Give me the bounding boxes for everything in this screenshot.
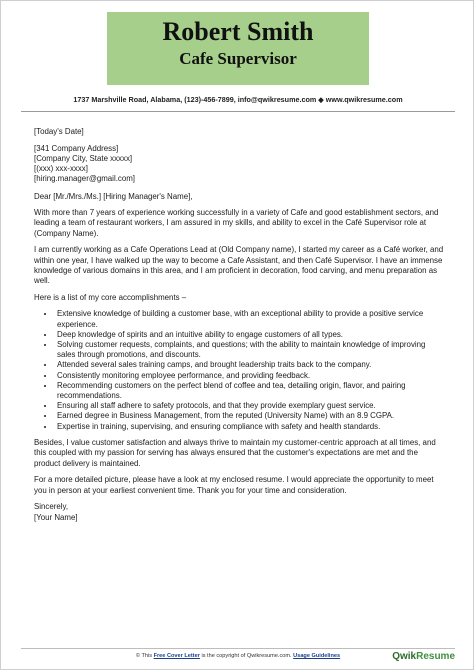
logo-text-qwik: Qwik <box>392 651 417 662</box>
signoff-name: [Your Name] <box>34 512 78 522</box>
salutation: Dear [Mr./Mrs./Ms.] [Hiring Manager's Name], <box>34 191 193 201</box>
address-line: [Company City, State xxxxx] <box>34 153 133 163</box>
paragraph-closing: For a more detailed picture, please have a look at my enclosed resume. I would appreciate the opportunity to meet you in person at your earliest convenient time. Thank you for your time and consideration. <box>34 475 434 495</box>
signoff-closing: Sincerely, <box>34 502 69 512</box>
paragraph-list-intro: Here is a list of my core accomplishments – <box>34 292 187 302</box>
accomplishments-list <box>34 309 446 431</box>
list-item: • Deep knowledge of spirits and an intuitive ability to engage customers of all types. <box>55 330 446 340</box>
qwikresume-logo <box>392 651 455 662</box>
list-item: • Earned degree in Business Management, from the reputed (University Name) with an 8.9 CGPA. <box>55 411 446 421</box>
paragraph-satisfaction: Besides, I value customer satisfaction and always thrive to maintain my customer-centric approach at all times, and this coupled with my passion for serving has always ensured that the customer's expectations are met and the product delivery is maintained. <box>34 438 436 468</box>
paragraph-experience: I am currently working as a Cafe Operations Lead at (Old Company name), I started my career as a Café worker, and within one year, I have walked up the way to become a Cafe Assistant, and then Café Supervisor. I have an immense knowledge of various domains in this area, and I am proficient in decoration, food carving, and menu preparation as well. <box>34 245 444 285</box>
usage-guidelines-link[interactable]: Usage Guidelines <box>293 653 341 659</box>
free-cover-letter-link[interactable]: Free Cover Letter <box>153 653 200 659</box>
applicant-title: Cafe Supervisor <box>179 49 297 68</box>
header-divider <box>21 111 455 112</box>
paragraph-intro: With more than 7 years of experience working successfully in a variety of Cafe and good establishment sectors, and leading a team of restaurant workers, I am assured in my skills, and ability to excel in the Café Supervisor role at (Company Name). <box>34 208 439 238</box>
address-line: [(xxx) xxx-xxxx] <box>34 164 88 174</box>
list-item: • Expertise in training, supervising, and ensuring compliance with safety and health standards. <box>55 422 446 432</box>
address-line: [hiring.manager@gmail.com] <box>34 174 135 184</box>
contact-line: 1737 Marshville Road, Alabama, (123)-456-7899, info@qwikresume.com ◆ www.qwikresume.com <box>73 95 403 104</box>
list-item: • Extensive knowledge of building a customer base, with an exceptional ability to provide a positive service experience. <box>55 309 446 329</box>
list-item: • Consistently monitoring employee performance, and providing feedback. <box>55 371 446 381</box>
date-line: [Today's Date] <box>34 127 84 136</box>
list-item: • Solving customer requests, complaints, and questions; with the ability to maintain knowledge of improving sales through promotions, and discounts. <box>55 340 446 360</box>
footer-divider <box>21 648 455 649</box>
footer-middle: is the copyright of Qwikresume.com. <box>199 653 294 659</box>
list-item: • Ensuring all staff adhere to safety protocols, and that they provide exemplary guest service. <box>55 401 446 411</box>
footer-prefix: © This <box>135 653 154 659</box>
applicant-name: Robert Smith <box>162 17 314 46</box>
recipient-address <box>34 144 446 185</box>
letter-body <box>34 127 446 523</box>
list-item: • Recommending customers on the perfect blend of coffee and tea, detailing origin, flavor, and pairing recommendations. <box>55 381 446 401</box>
list-item: • Attended several sales training camps, and brought leadership traits back to the company. <box>55 360 446 370</box>
address-line: [341 Company Address] <box>34 143 119 153</box>
logo-text-resume: Resume <box>416 651 455 662</box>
